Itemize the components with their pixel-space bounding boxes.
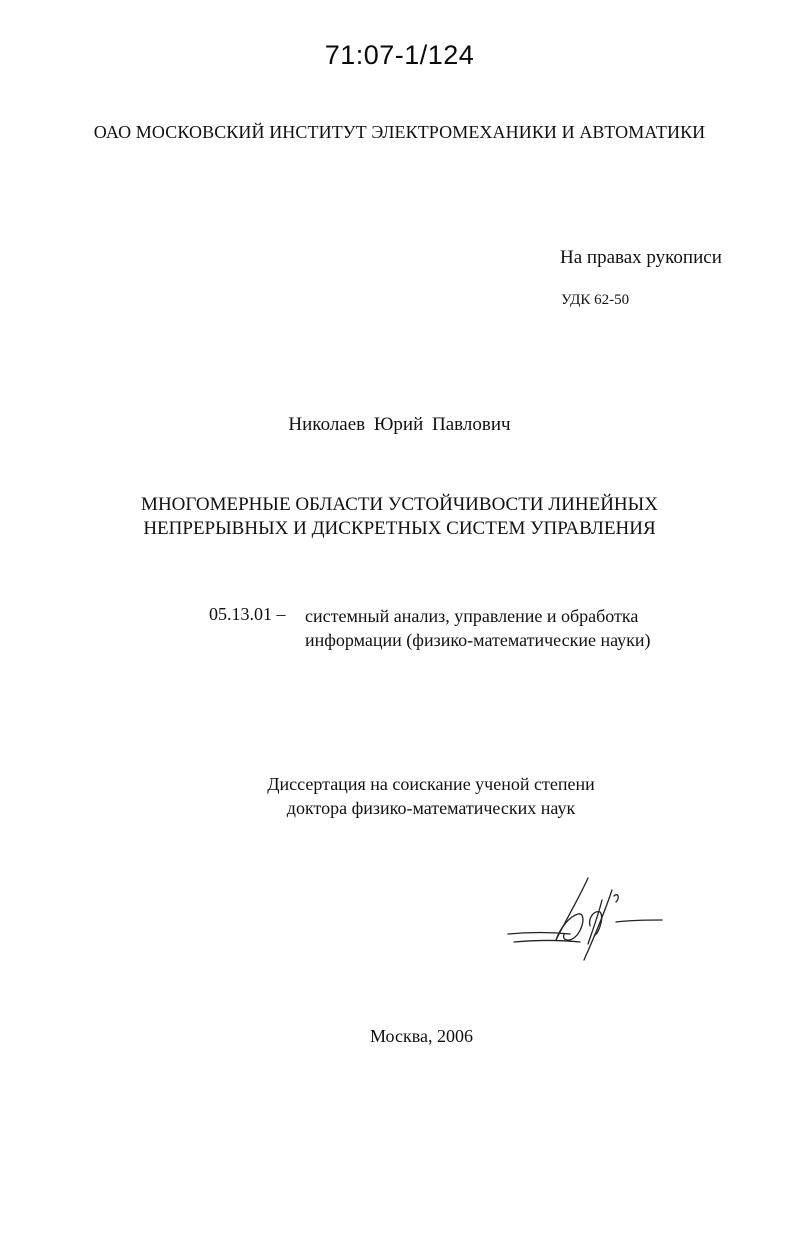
handwritten-signature xyxy=(500,868,670,968)
city-and-year: Москва, 2006 xyxy=(370,1026,473,1046)
archive-stamp: 71:07-1/124 xyxy=(324,40,475,70)
degree-statement xyxy=(0,772,799,820)
degree-line-1: Диссертация на соискание ученой степени xyxy=(267,774,595,794)
author-name: Николаев Юрий Павлович xyxy=(288,414,511,435)
specialty-line-2: информации (физико-математические науки) xyxy=(305,630,651,650)
specialty-line-1: системный анализ, управление и обработка xyxy=(305,606,639,626)
udk-code: УДК 62-50 xyxy=(561,292,630,308)
specialty-code: 05.13.01 – xyxy=(209,604,286,624)
degree-line-2: доктора физико-математических наук xyxy=(286,798,576,818)
title-line-1: МНОГОМЕРНЫЕ ОБЛАСТИ УСТОЙЧИВОСТИ ЛИНЕЙНЫХ xyxy=(141,494,658,515)
specialty-description xyxy=(305,604,651,652)
title-line-2: НЕПРЕРЫВНЫХ И ДИСКРЕТНЫХ СИСТЕМ УПРАВЛЕНИЯ xyxy=(143,518,656,539)
manuscript-rights-note: На правах рукописи xyxy=(560,247,722,268)
dissertation-title xyxy=(0,493,799,541)
organization-name: ОАО МОСКОВСКИЙ ИНСТИТУТ ЭЛЕКТРОМЕХАНИКИ И АВТОМАТИКИ xyxy=(93,122,706,142)
